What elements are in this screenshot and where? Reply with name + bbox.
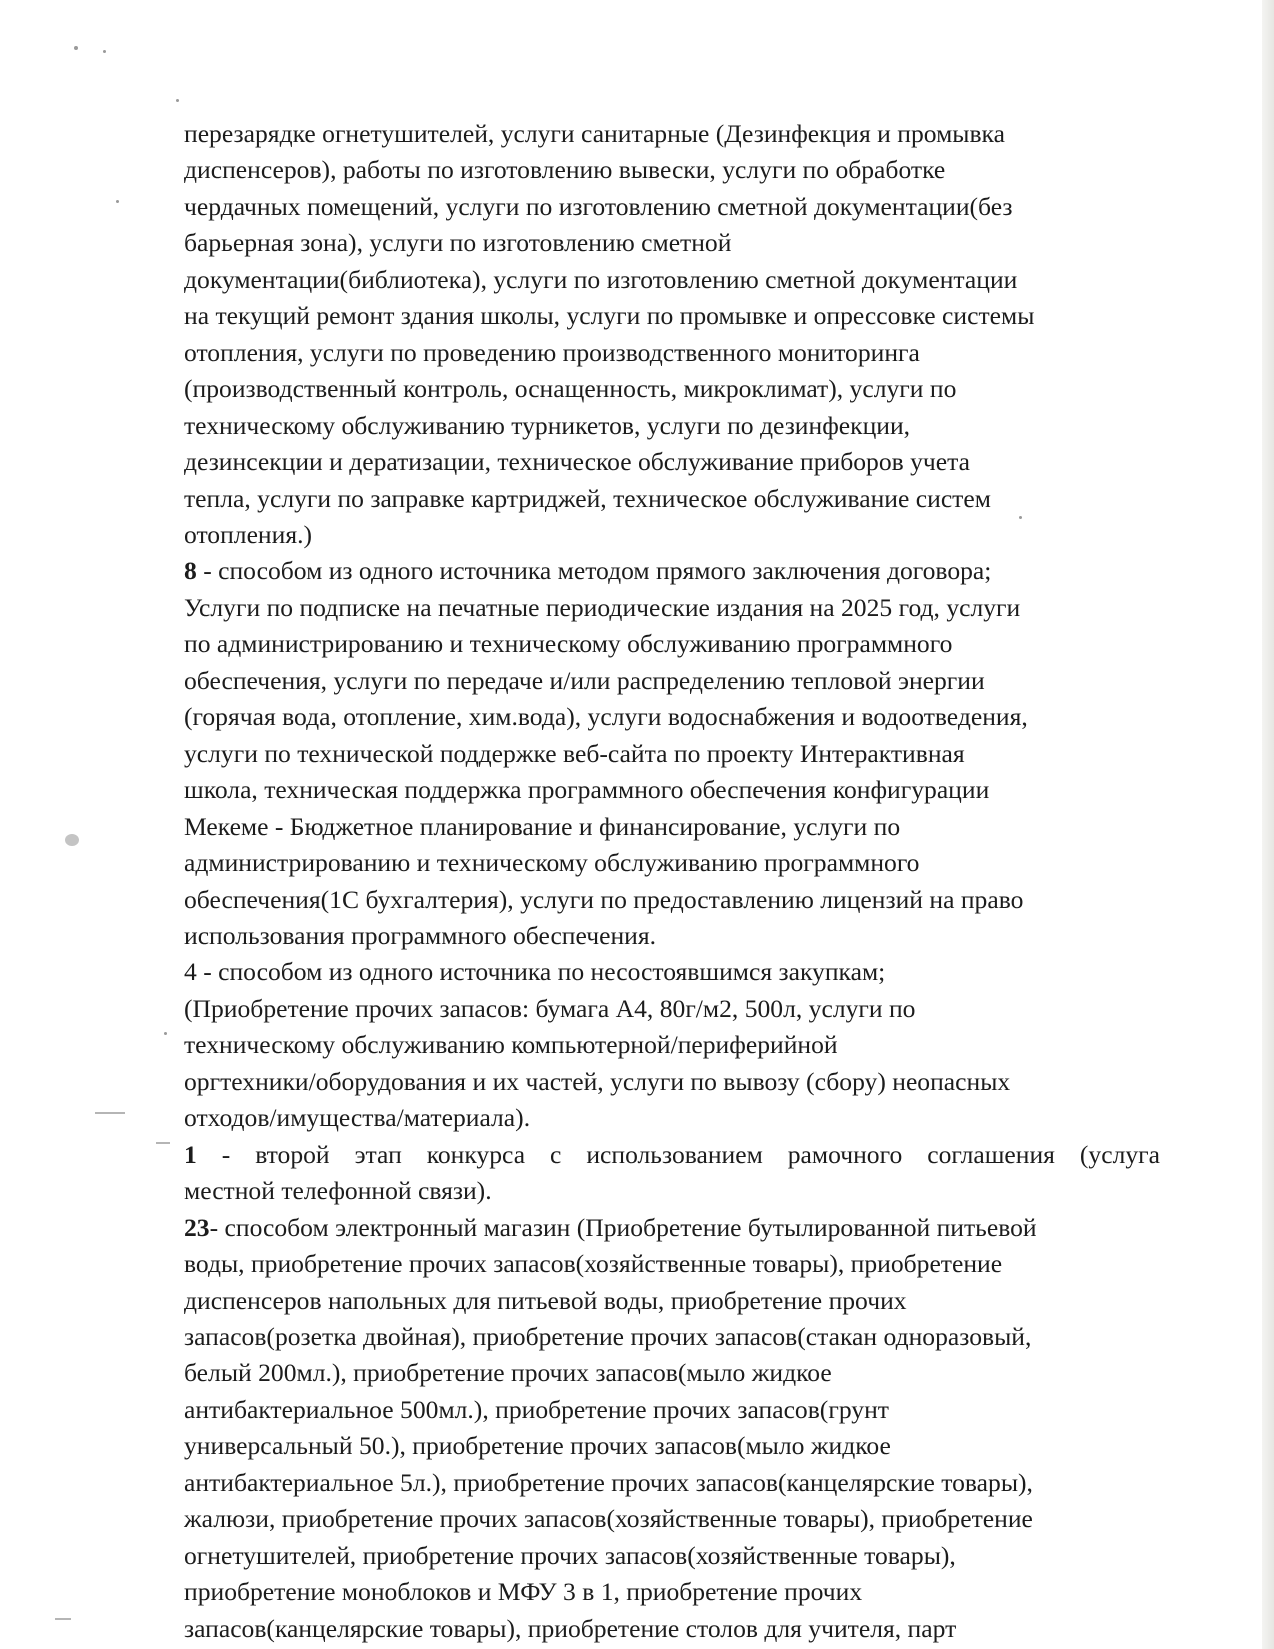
section-heading-text: - способом электронный магазин (Приобретение бутылированной питьевой [209, 1212, 1037, 1242]
text-line: тепла, услуги по заправке картриджей, техническое обслуживание систем [184, 483, 991, 513]
text-line: обеспечения(1С бухгалтерия), услуги по предоставлению лицензий на право [184, 884, 1024, 914]
scan-speck [164, 1032, 167, 1035]
text-line: воды, приобретение прочих запасов(хозяйственные товары), приобретение [184, 1249, 1003, 1279]
section-number: 1 [184, 1139, 197, 1169]
section-heading-text: - второй этап конкурса с использованием рамочного соглашения (услуга [196, 1139, 1160, 1169]
text-line: оргтехники/оборудования и их частей, услуги по вывозу (сбору) неопасных [184, 1066, 1011, 1096]
text-line: техническому обслуживанию компьютерной/периферийной [184, 1030, 838, 1060]
text-line: обеспечения, услуги по передаче и/или распределению тепловой энергии [184, 665, 985, 695]
scan-mark [55, 1618, 71, 1620]
text-line: услуги по технической поддержке веб-сайта по проекту Интерактивная [184, 738, 965, 768]
section-number: 8 [184, 556, 197, 586]
text-line: диспенсеров напольных для питьевой воды, приобретение прочих [184, 1285, 907, 1315]
text-line: (Приобретение прочих запасов: бумага А4, 80г/м2, 500л, услуги по [184, 993, 916, 1023]
scan-speck [103, 50, 106, 53]
scan-mark [156, 1142, 170, 1144]
text-line: документации(библиотека), услуги по изготовлению сметной документации [184, 264, 1018, 294]
scan-speck [176, 99, 179, 102]
text-line: антибактериальное 500мл.), приобретение прочих запасов(грунт [184, 1394, 889, 1424]
text-line: отходов/имущества/материала). [184, 1103, 531, 1133]
text-line: приобретение моноблоков и МФУ 3 в 1, приобретение прочих [184, 1577, 863, 1607]
text-line: отопления, услуги по проведению производственного мониторинга [184, 337, 920, 367]
text-line: универсальный 50.), приобретение прочих запасов(мыло жидкое [184, 1431, 891, 1461]
text-line: диспенсеров), работы по изготовлению вывески, услуги по обработке [184, 155, 946, 185]
section-1-heading [184, 1137, 1160, 1173]
text-line: школа, техническая поддержка программного обеспечения конфигурации [184, 775, 990, 805]
text-line: на текущий ремонт здания школы, услуги по промывке и опрессовке системы [184, 301, 1035, 331]
text-line: запасов(канцелярские товары), приобретение столов для учителя, парт [184, 1613, 957, 1643]
section-23-heading [184, 1210, 1160, 1246]
document-body [184, 116, 1160, 1647]
scan-speck [74, 46, 78, 50]
section-heading-text: - способом из одного источника методом прямого заключения договора; [196, 556, 992, 586]
section-number: 23 [184, 1212, 210, 1242]
scan-speck [116, 200, 119, 203]
text-line: Мекеме - Бюджетное планирование и финансирование, услуги по [184, 811, 901, 841]
text-line: жалюзи, приобретение прочих запасов(хозяйственные товары), приобретение [184, 1504, 1033, 1534]
text-line: белый 200мл.), приобретение прочих запасов(мыло жидкое [184, 1358, 832, 1388]
scan-mark [95, 1112, 125, 1114]
text-line: использования программного обеспечения. [184, 920, 657, 950]
text-line: Услуги по подписке на печатные периодические издания на 2025 год, услуги [184, 592, 1021, 622]
text-line: антибактериальное 5л.), приобретение прочих запасов(канцелярские товары), [184, 1467, 1033, 1497]
section-8-heading [184, 553, 1160, 589]
section-4-heading: 4 - способом из одного источника по несостоявшимся закупкам; [184, 957, 886, 987]
scan-edge-shadow [1262, 0, 1274, 1649]
text-line: администрированию и техническому обслуживанию программного [184, 848, 920, 878]
text-line: (производственный контроль, оснащенность, микроклимат), услуги по [184, 374, 957, 404]
text-line: техническому обслуживанию турникетов, услуги по дезинфекции, [184, 410, 911, 440]
text-line: барьерная зона), услуги по изготовлению сметной [184, 228, 732, 258]
text-line: дезинсекции и дератизации, техническое обслуживание приборов учета [184, 447, 971, 477]
text-line: местной телефонной связи). [184, 1176, 492, 1206]
text-line: огнетушителей, приобретение прочих запасов(хозяйственные товары), [184, 1540, 956, 1570]
text-line: (горячая вода, отопление, хим.вода), услуги водоснабжения и водоотведения, [184, 702, 1028, 732]
text-line: перезарядке огнетушителей, услуги санитарные (Дезинфекция и промывка [184, 119, 1005, 148]
scan-speck [65, 834, 79, 846]
text-line: отопления.) [184, 519, 313, 549]
text-line: чердачных помещений, услуги по изготовлению сметной документации(без [184, 191, 1013, 221]
text-line: по администрированию и техническому обслуживанию программного [184, 629, 953, 659]
text-line: запасов(розетка двойная), приобретение прочих запасов(стакан одноразовый, [184, 1321, 1032, 1351]
